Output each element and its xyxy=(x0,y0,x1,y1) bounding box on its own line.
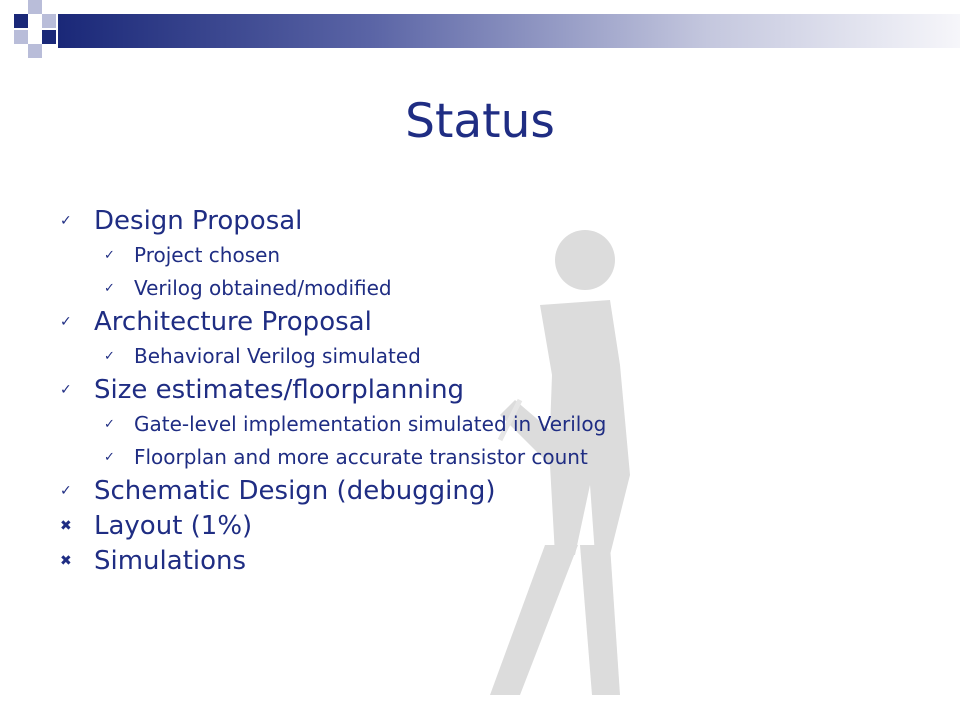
check-icon: ✓ xyxy=(104,417,115,432)
slide-title: Status xyxy=(405,94,555,149)
list-item-text: Size estimates/floorplanning xyxy=(94,375,465,405)
list-item xyxy=(58,239,918,272)
check-icon: ✓ xyxy=(104,281,115,296)
list-item xyxy=(58,441,918,474)
list-item-text: Simulations xyxy=(94,546,247,576)
check-icon: ✓ xyxy=(104,248,115,263)
check-icon: ✓ xyxy=(60,483,72,499)
list-item-text: Schematic Design (debugging) xyxy=(94,476,496,506)
status-list xyxy=(58,204,918,579)
check-icon: ✓ xyxy=(104,450,115,465)
list-item xyxy=(58,373,918,408)
list-item xyxy=(58,408,918,441)
list-item-text: Architecture Proposal xyxy=(94,307,372,337)
list-item-text: Behavioral Verilog simulated xyxy=(134,344,421,368)
decor-square xyxy=(42,30,56,44)
decor-square xyxy=(14,30,28,44)
list-item xyxy=(58,272,918,305)
list-item-text: Layout (1%) xyxy=(94,511,253,541)
header-gradient-bar xyxy=(58,14,960,48)
header-decoration xyxy=(0,0,960,58)
list-item-text: Project chosen xyxy=(134,243,281,267)
decor-square xyxy=(14,14,28,28)
decor-square xyxy=(28,0,42,14)
check-icon: ✓ xyxy=(60,314,72,330)
list-item xyxy=(58,305,918,340)
check-icon: ✓ xyxy=(104,349,115,364)
list-item-text: Gate-level implementation simulated in Verilog xyxy=(134,412,607,436)
decor-square xyxy=(28,44,42,58)
list-item xyxy=(58,340,918,373)
cross-icon: ✖ xyxy=(60,553,72,569)
decor-square xyxy=(42,14,56,28)
list-item-text: Verilog obtained/modified xyxy=(134,276,392,300)
check-icon: ✓ xyxy=(60,213,72,229)
list-item xyxy=(58,474,918,509)
check-icon: ✓ xyxy=(60,382,72,398)
cross-icon: ✖ xyxy=(60,518,72,534)
list-item xyxy=(58,509,918,544)
list-item xyxy=(58,544,918,579)
list-item xyxy=(58,204,918,239)
list-item-text: Floorplan and more accurate transistor count xyxy=(134,445,588,469)
list-item-text: Design Proposal xyxy=(94,206,303,236)
